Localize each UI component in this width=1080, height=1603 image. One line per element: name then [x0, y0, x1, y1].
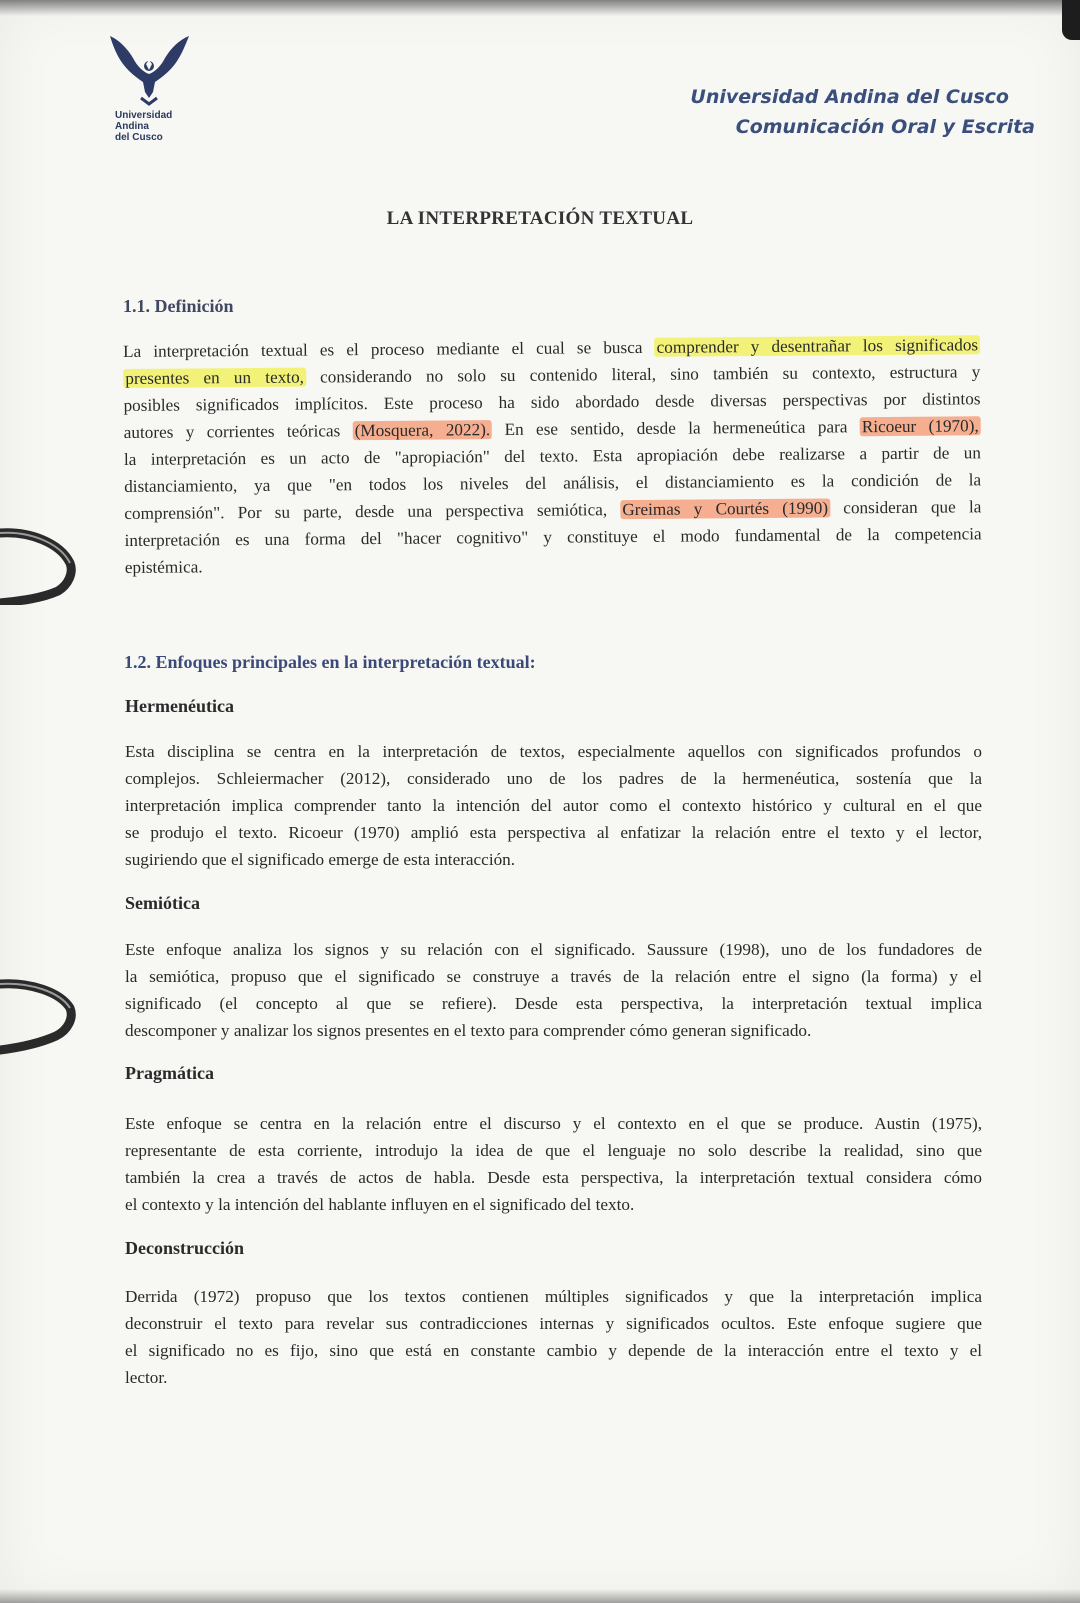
- paragraph-line: distanciamiento, ya que "en todos los niveles del análisis, el distanciamiento es la condición de la: [124, 470, 982, 496]
- paragraph-line: Este enfoque analiza los signos y su relación con el significado. Saussure (1998), uno de los fundadores de: [125, 940, 982, 959]
- pragmatica-paragraph: [125, 1110, 982, 1218]
- page-title: [0, 208, 1080, 230]
- highlighted-citation-orange: Greimas y Courtés (1990): [622, 498, 829, 520]
- section-heading-definicion: 1.1. Definición: [123, 296, 234, 316]
- paragraph-line: se produjo el texto. Ricoeur (1970) amplió esta perspectiva al enfatizar la relación entre el texto y el lector,: [125, 823, 982, 842]
- subheading-deconstruccion: Deconstrucción: [125, 1238, 244, 1258]
- semiotica-paragraph: [125, 936, 982, 1044]
- paragraph-line: Derrida (1972) propuso que los textos contienen múltiples significados y que la interpretación implica: [125, 1287, 982, 1306]
- hermeneutica-paragraph: [125, 738, 982, 873]
- subheading-pragmatica: Pragmática: [125, 1063, 214, 1083]
- text-run: En ese sentido, desde la hermeneútica para: [492, 417, 860, 440]
- paragraph-line: lector.: [125, 1368, 168, 1387]
- paragraph-line: significado (el concepto al que se refiere). Desde esta perspectiva, la interpretación textual implica: [125, 994, 982, 1013]
- paragraph-line: Este enfoque se centra en la relación entre el discurso y el contexto en el que se produce. Austin (1975),: [125, 1114, 982, 1133]
- corner-shadow: [1062, 0, 1080, 40]
- paragraph-line: el contexto y la intención del hablante influyen en el significado del texto.: [125, 1195, 635, 1214]
- course-name: Comunicación Oral y Escrita: [735, 116, 1035, 138]
- subheading-semiotica: Semiótica: [125, 893, 200, 913]
- highlighted-citation-orange: (Mosquera, 2022).: [354, 420, 491, 441]
- subheading-hermeneutica: Hermenéutica: [125, 696, 234, 716]
- paragraph-line: también la crea a través de actos de habla. Desde esta perspectiva, la interpretación textual considera cómo: [125, 1168, 982, 1187]
- paragraph-line: la semiótica, propuso que el significado se construye a través de la relación entre el signo (la forma) y el: [125, 967, 982, 986]
- logo-text-line3: del Cusco: [115, 132, 163, 143]
- paragraph-line: complejos. Schleiermacher (2012), considerado uno de los padres de la hermenéutica, sostenía que la: [125, 769, 982, 788]
- paragraph-line: la interpretación es un acto de "apropiación" del texto. Esta apropiación debe realizarse a partir de un: [123, 443, 982, 469]
- logo-text-line1: Universidad: [115, 110, 173, 121]
- highlighted-citation-orange: Ricoeur (1970),: [861, 416, 979, 437]
- text-run: considerando no solo su contenido literal, sino también su contexto, estructura y: [305, 362, 981, 387]
- binder-ring-icon: [0, 525, 90, 605]
- paragraph-line: representante de esta corriente, introdujo la idea de que el lenguaje no solo describe la realidad, sino que: [125, 1141, 982, 1160]
- section-heading-enfoques: 1.2. Enfoques principales en la interpretación textual:: [124, 652, 536, 672]
- header-info: [690, 82, 1035, 142]
- paragraph-line: interpretación es una forma del "hacer cognitivo" y constituye el modo fundamental de la competencia: [124, 524, 982, 550]
- text-run: comprensión". Por su parte, desde una perspectiva semiótica,: [124, 500, 621, 523]
- highlighted-text-yellow: comprender y desentrañar los significados: [656, 335, 979, 357]
- paragraph-line: posibles significados implícitos. Este proceso ha sido abordado desde diversas perspectivas por distintos: [123, 389, 981, 415]
- university-name: Universidad Andina del Cusco: [690, 86, 1009, 108]
- text-run: La interpretación textual es el proceso mediante el cual se busca: [123, 337, 655, 361]
- paragraph-line: deconstruir el texto para revelar sus contradicciones internas y significados ocultos. Este enfoque sugiere que: [125, 1314, 982, 1333]
- title-text: LA INTERPRETACIÓN TEXTUAL: [386, 208, 694, 229]
- highlighted-text-yellow: presentes en un texto,: [125, 367, 304, 388]
- paragraph-line: Esta disciplina se centra en la interpretación de textos, especialmente aquellos con significados profundos o: [125, 742, 982, 761]
- paragraph-line: sugiriendo que el significado emerge de esta interacción.: [125, 850, 516, 869]
- paragraph-line: interpretación implica comprender tanto la intención del autor como el contexto histórico y cultural en el que: [125, 796, 982, 815]
- text-run: autores y corrientes teóricas: [123, 421, 353, 442]
- paragraph-line: epistémica.: [124, 557, 203, 577]
- binder-ring-icon: [0, 978, 90, 1058]
- paragraph-line: descomponer y analizar los signos presentes en el texto para comprender cómo generan significado.: [125, 1021, 812, 1040]
- logo-text-line2: Andina: [115, 121, 149, 132]
- top-shadow: [0, 0, 1080, 16]
- deconstruccion-paragraph: [125, 1283, 982, 1391]
- paragraph-line: el significado no es fijo, sino que está en constante cambio y depende de la interacción entre el texto y el: [125, 1341, 982, 1360]
- university-logo: [105, 28, 205, 158]
- condor-logo-icon: [105, 28, 195, 106]
- definition-paragraph: [123, 331, 982, 581]
- logo-text: [115, 110, 172, 143]
- bottom-shadow: [0, 1589, 1080, 1603]
- text-run: consideran que la: [829, 497, 982, 518]
